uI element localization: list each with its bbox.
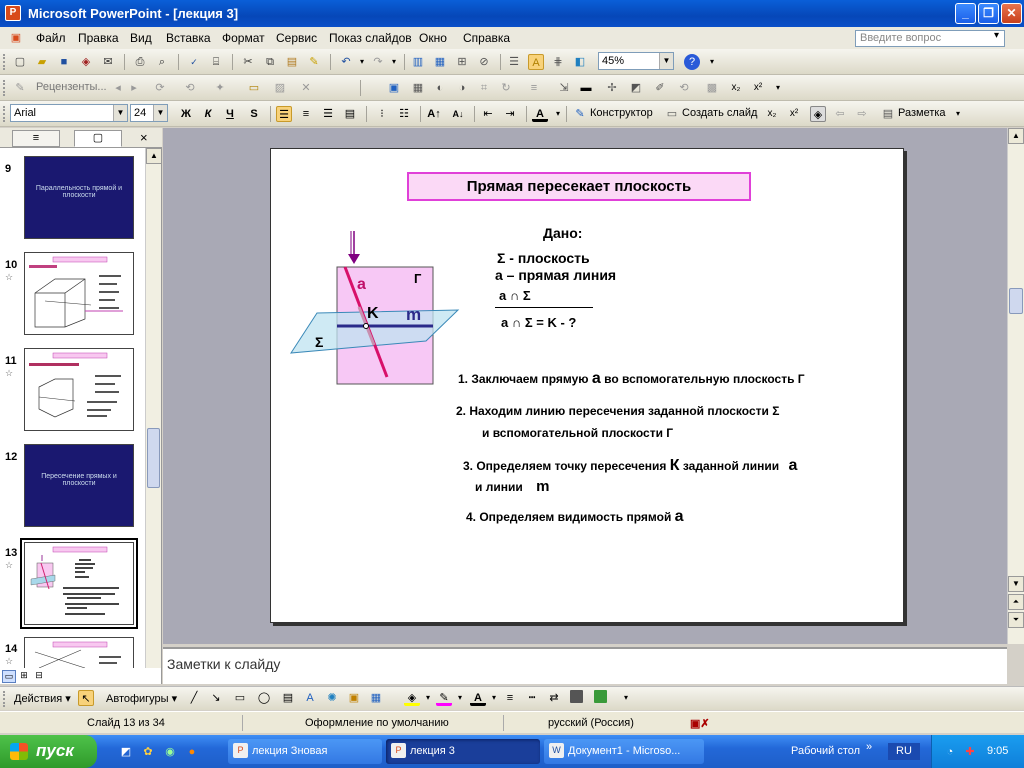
align-center-icon[interactable]: ≡: [302, 108, 310, 120]
menu-tools[interactable]: Сервис: [276, 31, 318, 45]
animation-star-icon: ☆: [5, 656, 14, 666]
title-bar: [0, 0, 1024, 27]
decrease-indent-icon[interactable]: ⇤: [483, 108, 493, 120]
toolbar-options-icon[interactable]: ▾: [709, 57, 714, 66]
unapply-icon[interactable]: ⟲: [185, 82, 195, 94]
slide-thumb-10[interactable]: [24, 252, 134, 335]
insert-comment-icon[interactable]: ✦: [215, 82, 225, 94]
line-style-icon[interactable]: ≡: [530, 82, 538, 94]
autoshapes-label: Автофигуры: [106, 693, 169, 705]
scroll-down-icon[interactable]: ▼: [1008, 576, 1024, 592]
thumb-14-figure: [25, 638, 134, 668]
task-document1[interactable]: [544, 739, 704, 764]
menu-edit[interactable]: Правка: [78, 31, 119, 45]
thumb-number: 9: [5, 163, 12, 175]
decrease-font-icon[interactable]: A↓: [452, 109, 464, 119]
paste-icon[interactable]: ▤: [286, 56, 298, 68]
tray-security-icon[interactable]: ✚: [965, 746, 975, 758]
word-icon: W: [549, 743, 564, 758]
arrow-style-icon[interactable]: ⇄: [549, 692, 559, 704]
close-pane-icon[interactable]: ×: [140, 130, 148, 145]
task-label: лекция 3: [410, 745, 455, 757]
ask-dropdown-icon[interactable]: ▾: [994, 30, 1000, 41]
close-button[interactable]: ✕: [1001, 3, 1022, 24]
thumb-10-figure: [25, 253, 135, 336]
font-color-dropdown-icon[interactable]: ▾: [491, 693, 496, 702]
given-label: Дано:: [543, 225, 583, 241]
delete-comment-icon[interactable]: ▨: [274, 82, 286, 94]
notes-placeholder[interactable]: Заметки к слайду: [167, 656, 281, 672]
given-line-a: а – прямая линия: [495, 267, 617, 283]
transparent-color-icon[interactable]: ✐: [655, 82, 665, 94]
thumb-number: 14: [5, 643, 18, 655]
oval-icon[interactable]: ◯: [257, 692, 271, 704]
spelling-icon[interactable]: ✓: [190, 57, 198, 67]
show-formatting-icon[interactable]: A: [528, 54, 544, 70]
toolbar-options-icon[interactable]: ▾: [955, 109, 960, 118]
figure-label-sigma: Σ: [315, 334, 324, 350]
step-1-text: 1. Заключаем прямую: [458, 372, 589, 386]
standard-toolbar: [0, 49, 1024, 75]
language-bar[interactable]: RU: [888, 743, 920, 760]
thumb-11-figure: [25, 349, 135, 432]
crop-icon[interactable]: ⌗: [480, 82, 488, 94]
previous-comment-icon[interactable]: ◂: [115, 82, 121, 94]
scroll-thumb[interactable]: [147, 428, 160, 488]
superscript-icon[interactable]: x²: [753, 82, 763, 93]
autoshapes-menu[interactable]: Автофигуры ▾: [106, 693, 178, 705]
reviewing-toolbar: [0, 75, 1024, 101]
rotate-icon[interactable]: ↻: [501, 82, 511, 94]
animation-star-icon: ☆: [5, 560, 14, 570]
actions-label: Действия: [14, 693, 63, 705]
formatting-toolbar: [0, 101, 1024, 127]
figure-label-m: m: [406, 305, 422, 324]
promote-icon[interactable]: ⇦: [835, 108, 845, 120]
language-indicator: русский (Россия): [548, 717, 634, 729]
figure-label-gamma: Г: [414, 271, 422, 286]
align-right-icon[interactable]: ☰: [323, 108, 333, 120]
step-1: [458, 370, 805, 388]
zoom-value: 45%: [602, 55, 625, 67]
email-icon[interactable]: ✉: [103, 56, 113, 68]
textbox-icon[interactable]: ▤: [282, 692, 294, 704]
sorter-view-icon[interactable]: ⊞: [20, 670, 28, 680]
picture-icon[interactable]: ▦: [370, 692, 382, 704]
print-preview-icon[interactable]: ⌕: [158, 56, 166, 68]
toolbar-options-icon[interactable]: ▾: [623, 693, 628, 702]
menu-insert[interactable]: Вставка: [166, 31, 211, 45]
thumb-number: 11: [5, 355, 17, 367]
animation-star-icon: ☆: [5, 368, 14, 378]
powerpoint-app-icon[interactable]: P: [5, 5, 21, 21]
desktop-toolbar[interactable]: Рабочий стол: [791, 745, 861, 757]
step-3-line-2-text: и линии: [475, 480, 523, 494]
clock[interactable]: 9:05: [987, 745, 1009, 757]
slide-thumb-11[interactable]: [24, 348, 134, 431]
slideshow-view-icon[interactable]: ⊟: [35, 670, 43, 680]
task-label: лекция Зновая: [252, 745, 328, 757]
new-icon[interactable]: ▢: [14, 56, 26, 68]
format-picture-icon[interactable]: ◩: [630, 82, 642, 94]
thumb-number: 10: [5, 259, 18, 271]
step-1-var: а: [591, 370, 601, 387]
shadow-button[interactable]: S: [250, 108, 258, 120]
line-weight-icon[interactable]: ▬: [580, 82, 592, 94]
thumbs-scrollbar[interactable]: [145, 148, 161, 668]
given-divider: [495, 307, 593, 308]
step-1-text-end: во вспомогательную плоскость Г: [604, 372, 805, 386]
clipart-icon[interactable]: ▣: [348, 692, 360, 704]
subscript-icon[interactable]: x₂: [767, 108, 777, 119]
slide-icon[interactable]: ◈: [810, 106, 826, 122]
scroll-up-icon[interactable]: ▲: [1008, 128, 1024, 144]
reviewers-dropdown[interactable]: Рецензенты...: [36, 81, 107, 93]
fill-color-dropdown-icon[interactable]: ▾: [425, 693, 430, 702]
font-size-value: 24: [134, 107, 147, 119]
permission-icon[interactable]: ◈: [81, 56, 91, 68]
next-slide-icon[interactable]: ⏷: [1008, 612, 1024, 628]
design-template[interactable]: Оформление по умолчанию: [305, 717, 449, 729]
slide-title[interactable]: Прямая пересекает плоскость: [407, 172, 751, 201]
fill-color-icon[interactable]: ◈: [404, 690, 420, 706]
tab-slides[interactable]: ▢: [74, 130, 122, 147]
justify-icon[interactable]: ▤: [344, 108, 356, 120]
figure-label-a: a: [357, 276, 366, 293]
task-lecture-3[interactable]: [386, 739, 540, 764]
insert-hyperlink-icon[interactable]: ⊘: [479, 56, 489, 68]
expand-all-icon[interactable]: ☰: [509, 56, 519, 68]
font-size-dropdown-icon[interactable]: ▼: [153, 105, 167, 121]
thumb-title: Параллельность прямой и плоскости: [35, 185, 123, 199]
color-icon[interactable]: ▦: [412, 82, 424, 94]
slide-thumb-12[interactable]: [24, 444, 134, 527]
slide-counter: Слайд 13 из 34: [87, 717, 165, 729]
ask-question-input[interactable]: Введите вопрос: [855, 30, 1005, 47]
line-style-icon[interactable]: ≡: [506, 692, 514, 704]
step-2-line-1: 2. Находим линию пересечения заданной плоскости Σ: [456, 404, 780, 418]
recolor-icon[interactable]: ✢: [607, 82, 617, 94]
demote-icon[interactable]: ⇨: [857, 108, 867, 120]
new-slide-icon[interactable]: ▭: [666, 108, 678, 120]
powerpoint-icon: P: [391, 743, 406, 758]
align-left-icon[interactable]: ☰: [276, 106, 292, 122]
animation-star-icon: ☆: [5, 272, 14, 282]
expand-toolbar-icon[interactable]: »: [866, 741, 873, 753]
numbering-icon[interactable]: ⁝: [380, 108, 384, 120]
format-painter-icon[interactable]: ✎: [309, 56, 319, 68]
font-value: Arial: [14, 107, 37, 119]
pane-tabs: [0, 128, 162, 148]
brightness-icon[interactable]: ◑: [458, 82, 466, 94]
research-icon[interactable]: ⌸: [212, 56, 220, 68]
notes-pane[interactable]: [163, 647, 1007, 684]
font-combo[interactable]: [10, 104, 128, 122]
thumb-13-figure: [25, 543, 135, 626]
step-2-line-2: и вспомогательной плоскости Г: [482, 426, 674, 440]
redo-dropdown-icon[interactable]: ▾: [391, 57, 396, 66]
normal-view-icon[interactable]: ▭: [2, 670, 16, 683]
italic-button[interactable]: К: [204, 108, 212, 120]
designer-icon[interactable]: ✎: [575, 108, 585, 120]
underline-button[interactable]: Ч: [226, 108, 234, 120]
arrow-icon[interactable]: ↘: [211, 692, 221, 704]
reviewing-pane-icon[interactable]: ✕: [301, 82, 311, 94]
step-3-mid: заданной линии: [682, 459, 780, 473]
edit-comment-icon[interactable]: ▭: [248, 82, 260, 94]
slide-scrollbar[interactable]: [1007, 128, 1024, 644]
actions-menu[interactable]: Действия ▾: [14, 693, 71, 705]
tab-outline[interactable]: ≡: [12, 130, 60, 147]
question: а ∩ Σ = K - ?: [501, 315, 577, 330]
font-size-combo[interactable]: [130, 104, 168, 122]
help-icon[interactable]: ?: [684, 54, 700, 70]
compress-icon[interactable]: ⇲: [559, 82, 569, 94]
thumb-number: 13: [5, 547, 18, 559]
zoom-dropdown-icon[interactable]: ▼: [659, 53, 673, 69]
save-icon[interactable]: ■: [60, 56, 68, 68]
increase-font-icon[interactable]: A↑: [427, 108, 441, 120]
open-icon[interactable]: ▰: [37, 56, 47, 68]
layout-icon[interactable]: ▤: [882, 108, 894, 120]
insert-table-icon[interactable]: ▦: [434, 56, 446, 68]
apply-icon[interactable]: ⟳: [155, 82, 165, 94]
quicklaunch-browser-icon[interactable]: ●: [188, 746, 196, 758]
slide-thumb-14[interactable]: [24, 637, 134, 668]
given-intersection: а ∩ Σ: [499, 288, 531, 303]
superscript-icon[interactable]: x²: [789, 108, 799, 119]
taskbar: [0, 735, 1024, 768]
menu-window[interactable]: Окно: [419, 31, 447, 45]
thumb-number: 12: [5, 451, 18, 463]
figure-label-k: K: [367, 305, 379, 322]
dash-style-icon[interactable]: ┅: [528, 692, 536, 704]
task-label: Документ1 - Microso...: [568, 745, 681, 757]
bullets-icon[interactable]: ☷: [399, 108, 409, 120]
shadow-style-icon[interactable]: [570, 690, 583, 703]
next-comment-icon[interactable]: ▸: [131, 82, 137, 94]
undo-icon[interactable]: ↶: [341, 56, 351, 68]
menu-file[interactable]: Файл: [36, 31, 66, 45]
step-3: [463, 457, 797, 475]
color-grayscale-icon[interactable]: ◧: [574, 56, 586, 68]
slide-thumb-13[interactable]: [24, 542, 134, 625]
print-icon[interactable]: ⎙: [135, 56, 145, 68]
diagram-icon[interactable]: ✺: [327, 692, 337, 704]
step-3-a: а: [788, 457, 798, 474]
line-icon[interactable]: ╱: [190, 692, 198, 704]
quicklaunch-windows-icon[interactable]: ✿: [143, 746, 153, 758]
previous-slide-icon[interactable]: ⏶: [1008, 594, 1024, 610]
quicklaunch-desktop-icon[interactable]: ◩: [120, 746, 132, 758]
tables-borders-icon[interactable]: ⊞: [457, 56, 467, 68]
system-tray: [931, 735, 1024, 768]
drawing-toolbar: [0, 686, 1024, 710]
toolbar-grip[interactable]: [3, 106, 6, 122]
step-4: [466, 508, 684, 526]
task-lecture-z[interactable]: [228, 739, 382, 764]
tray-network-icon[interactable]: ◔: [946, 746, 954, 758]
font-color-dropdown-icon[interactable]: ▾: [555, 109, 560, 118]
minimize-button[interactable]: _: [955, 3, 976, 24]
copy-icon[interactable]: ⧉: [266, 56, 274, 68]
quicklaunch-media-icon[interactable]: ◉: [165, 746, 175, 758]
designer-button[interactable]: Конструктор: [590, 107, 653, 119]
step-4-text: 4. Определяем видимость прямой: [466, 510, 672, 524]
spelling-status-icon[interactable]: ▣✗: [690, 718, 710, 730]
powerpoint-icon: P: [233, 743, 248, 758]
window-title: Microsoft PowerPoint - [лекция 3]: [28, 6, 239, 21]
new-slide-button[interactable]: Создать слайд: [682, 107, 758, 119]
redo-icon[interactable]: ↷: [373, 56, 383, 68]
font-color-icon[interactable]: A: [470, 690, 486, 706]
3d-style-icon[interactable]: [594, 690, 607, 703]
font-color-icon[interactable]: A: [532, 106, 548, 122]
font-dropdown-icon[interactable]: ▼: [113, 105, 127, 121]
wordart-icon[interactable]: A: [306, 692, 314, 704]
menu-help[interactable]: Справка: [463, 31, 511, 45]
scroll-thumb[interactable]: [1009, 288, 1023, 314]
line-color-icon[interactable]: ✎: [436, 690, 452, 706]
step-3-line-2: [475, 478, 549, 495]
step-3-m: m: [536, 478, 550, 495]
start-label: пуск: [36, 741, 74, 760]
start-button[interactable]: [0, 735, 97, 768]
markup-icon[interactable]: ✎: [15, 82, 25, 94]
rectangle-icon[interactable]: ▭: [234, 692, 246, 704]
thumb-title: Пересечение прямых и плоскости: [41, 473, 117, 487]
toolbar-grip[interactable]: [3, 54, 6, 70]
bold-button[interactable]: Ж: [181, 108, 191, 120]
insert-chart-icon[interactable]: ▥: [412, 56, 424, 68]
select-pointer-icon[interactable]: ↖: [78, 690, 94, 706]
undo-dropdown-icon[interactable]: ▾: [359, 57, 364, 66]
menu-format[interactable]: Формат: [222, 31, 265, 45]
scroll-up-icon[interactable]: ▲: [146, 148, 162, 164]
line-color-dropdown-icon[interactable]: ▾: [457, 693, 462, 702]
step-3-k: К: [669, 457, 680, 474]
zoom-combo[interactable]: [598, 52, 674, 70]
slide-thumb-9[interactable]: [24, 156, 134, 239]
subscript-icon[interactable]: x₂: [731, 82, 741, 93]
cut-icon[interactable]: ✂: [243, 56, 253, 68]
layout-button[interactable]: Разметка: [898, 107, 946, 119]
menu-slideshow[interactable]: Показ слайдов: [329, 31, 412, 45]
toolbar-options-icon[interactable]: ▾: [775, 83, 780, 92]
insert-picture-icon[interactable]: ▣: [388, 82, 400, 94]
toolbar-grip[interactable]: [3, 80, 6, 96]
doc-menu-icon[interactable]: ▣: [10, 32, 22, 44]
step-3-text: 3. Определяем точку пересечения: [463, 459, 667, 473]
given-sigma: Σ - плоскость: [497, 250, 590, 266]
slide-canvas[interactable]: [270, 148, 904, 623]
toolbar-grip[interactable]: [3, 691, 6, 707]
increase-indent-icon[interactable]: ⇥: [505, 108, 515, 120]
restore-button[interactable]: ❐: [978, 3, 999, 24]
step-4-var: а: [674, 508, 684, 525]
show-grid-icon[interactable]: ⋕: [553, 56, 563, 68]
shadow-icon[interactable]: ▩: [706, 82, 718, 94]
windows-logo-icon: [10, 743, 28, 760]
status-bar: [0, 711, 1024, 733]
menu-view[interactable]: Вид: [130, 31, 152, 45]
contrast-icon[interactable]: ◐: [436, 82, 444, 94]
reset-picture-icon[interactable]: ⟲: [679, 82, 689, 94]
